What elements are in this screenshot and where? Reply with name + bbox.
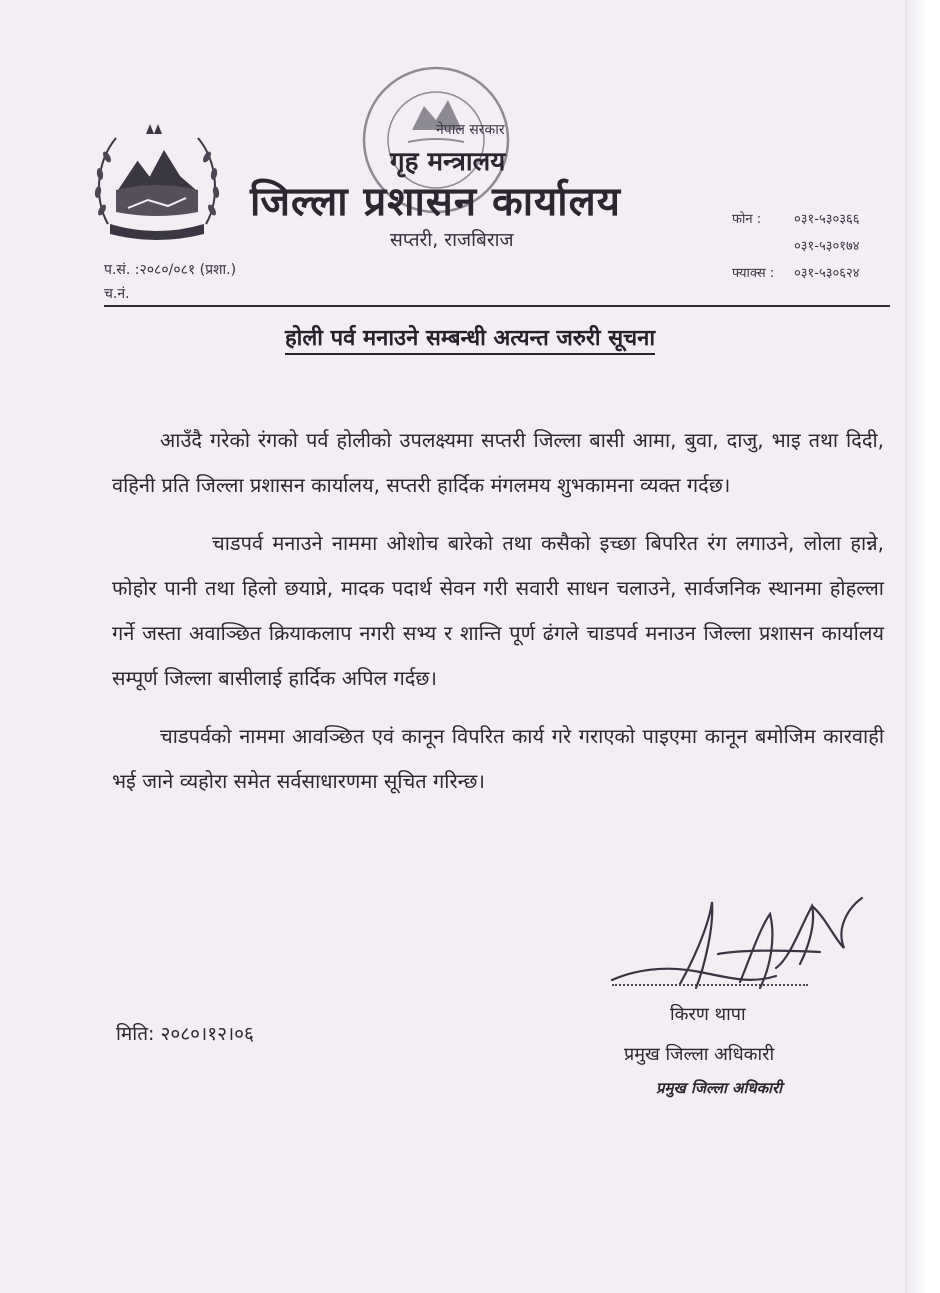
notice-body bbox=[112, 418, 884, 817]
phone-number-1: ०३१-५३०३६६ bbox=[794, 212, 860, 227]
chalani-number: च.नं. bbox=[104, 286, 130, 302]
signatory-designation: प्रमुख जिल्ला अधिकारी bbox=[624, 1044, 775, 1065]
notice-title-text: होली पर्व मनाउने सम्बन्धी अत्यन्त जरुरी सूचना bbox=[285, 326, 655, 355]
paragraph-appeal: चाडपर्व मनाउने नाममा ओशोच बारेको तथा कसैको इच्छा बिपरित रंग लगाउने, लोला हान्ने, फोहोर पानी तथा हिलो छयाप्ने, मादक पदार्थ सेवन गरी सवारी साधन चलाउने, सार्वजनिक स्थानमा होहल्ला गर्ने जस्ता अवाञ्छित क्रियाकलाप नगरी सभ्य र शान्ति पूर्ण ढंगले चाडपर्व मनाउन जिल्ला प्रशासन कार्यालय सम्पूर्ण जिल्ला बासीलाई हार्दिक अपिल गर्दछ। bbox=[112, 531, 884, 690]
nepal-emblem-icon bbox=[88, 120, 226, 248]
phone-label: फोन : bbox=[732, 212, 762, 227]
designation-stamp: प्रमुख जिल्ला अधिकारी bbox=[656, 1079, 783, 1097]
fax-number: ०३१-५३०६२४ bbox=[794, 266, 860, 281]
notice-date: मिति: २०८०।१२।०६ bbox=[116, 1023, 254, 1045]
header-location: सप्तरी, राजबिराज bbox=[390, 229, 514, 251]
header-government: नेपाल सरकार bbox=[436, 122, 505, 138]
header-office: जिल्ला प्रशासन कार्यालय bbox=[250, 179, 621, 225]
phone-number-2: ०३१-५३०१७४ bbox=[794, 239, 860, 254]
contact-block bbox=[732, 206, 860, 287]
header-divider bbox=[104, 305, 890, 307]
notice-title bbox=[0, 322, 940, 352]
header-ministry: गृह मन्त्रालय bbox=[390, 147, 506, 177]
handwritten-signature-icon bbox=[600, 888, 880, 998]
paragraph-greeting: आउँदै गरेको रंगको पर्व होलीको उपलक्ष्यमा सप्तरी जिल्ला बासी आमा, बुवा, दाजु, भाइ तथा दिदी, वहिनी प्रति जिल्ला प्रशासन कार्यालय, सप्तरी हार्दिक मंगलमय शुभकामना व्यक्त गर्दछ। bbox=[112, 428, 884, 497]
paragraph-warning: चाडपर्वको नाममा आवञ्छित एवं कानून विपरित कार्य गरे गराएको पाइएमा कानून बमोजिम कारवाही भई जाने व्यहोरा समेत सर्वसाधारणमा सूचित गरिन्छ। bbox=[112, 724, 884, 793]
signatory-name: किरण थापा bbox=[670, 1004, 746, 1025]
patra-sankhya: प.सं. :२०८०/०८१ (प्रशा.) bbox=[104, 262, 237, 278]
page-edge bbox=[905, 0, 940, 1293]
reference-block bbox=[104, 258, 236, 306]
fax-label: फ्याक्स : bbox=[732, 266, 775, 281]
signature-line bbox=[612, 984, 808, 986]
